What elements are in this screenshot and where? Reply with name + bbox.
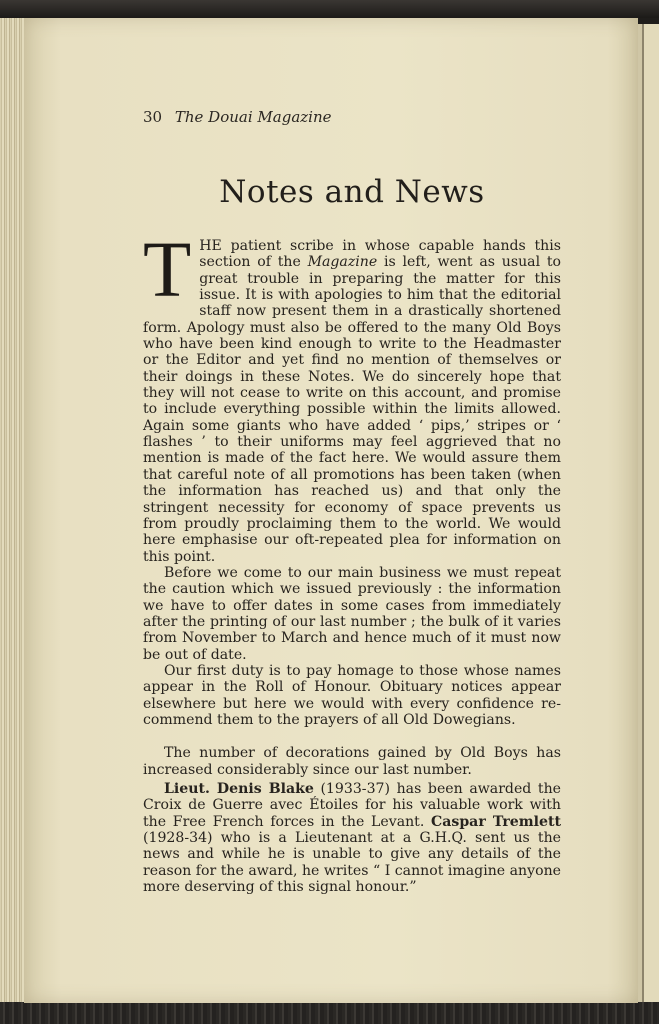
magazine-title: The Douai Magazine bbox=[174, 108, 332, 126]
top-binding-edge bbox=[0, 0, 659, 18]
page-number: 30 bbox=[143, 108, 163, 126]
paragraph-4: The number of decorations gained by Old Boys has increased considerably since our last number. bbox=[143, 745, 561, 778]
name-denis-blake: Lieut. Denis Blake bbox=[164, 781, 314, 797]
paragraph-1: THE patient scribe in whose capable hands this section of the Magazine is left, went as usual to great trouble in preparing the matter for this issue. It is with apologies to him that the editorial staff now present them in a drastically shortened form. Apology must also be offered to the many Old Boys who have been kind enough to write to the Headmaster or the Editor and yet find no mention of themselves or their doings in these Notes. We do sincerely hope that they will not cease to write on this account, and promise to include everything possible within the limits allowed. Again some giants who have added ‘ pips,’ stripes or ‘ flashes ’ to their uniforms may feel aggrieved that no mention is made of the fact here. We would assure them that careful note of all promotions has been taken (when the information has reached us) and that only the stringent necessity for economy of space prevents us from proudly proclaiming them to the world. We would here emphasise our oft-repeated plea for information on this point. bbox=[143, 227, 561, 565]
paragraph-3: Our first duty is to pay homage to those whose names appear in the Roll of Honour. Obituary notices appear elsewhere but here we would with every confidence re-commend them to the prayers of all Old Dowegians. bbox=[143, 662, 561, 728]
name-caspar-tremlett: Caspar Tremlett bbox=[431, 813, 561, 830]
article-body bbox=[143, 227, 561, 896]
left-page-edges bbox=[0, 18, 26, 1004]
paragraph-5: Lieut. Denis Blake (1933-37) has been awarded the Croix de Guerre avec Étoiles for his valuable work with the Free French forces in the Levant. Caspar Tremlett (1928-34) who is a Lieutenant at a G.H.Q. sent us the news and while he is unable to give any details of the reason for the award, he writes “ I cannot imagine anyone more deserving of this signal honour.” bbox=[143, 781, 561, 896]
running-header bbox=[143, 108, 443, 126]
paragraph-2: Before we come to our main business we must repeat the caution which we issued previously : the information we have to offer dates in some cases from immediately after the printing of our last number ; the bulk of it varies from November to March and hence much of it must now be out of date. bbox=[143, 564, 561, 663]
magazine-word: Magazine bbox=[307, 254, 378, 271]
bottom-binding-edge bbox=[0, 1002, 659, 1024]
right-page-edges bbox=[636, 24, 659, 1002]
article-title: Notes and News bbox=[219, 174, 485, 210]
drop-cap: T bbox=[143, 227, 192, 314]
